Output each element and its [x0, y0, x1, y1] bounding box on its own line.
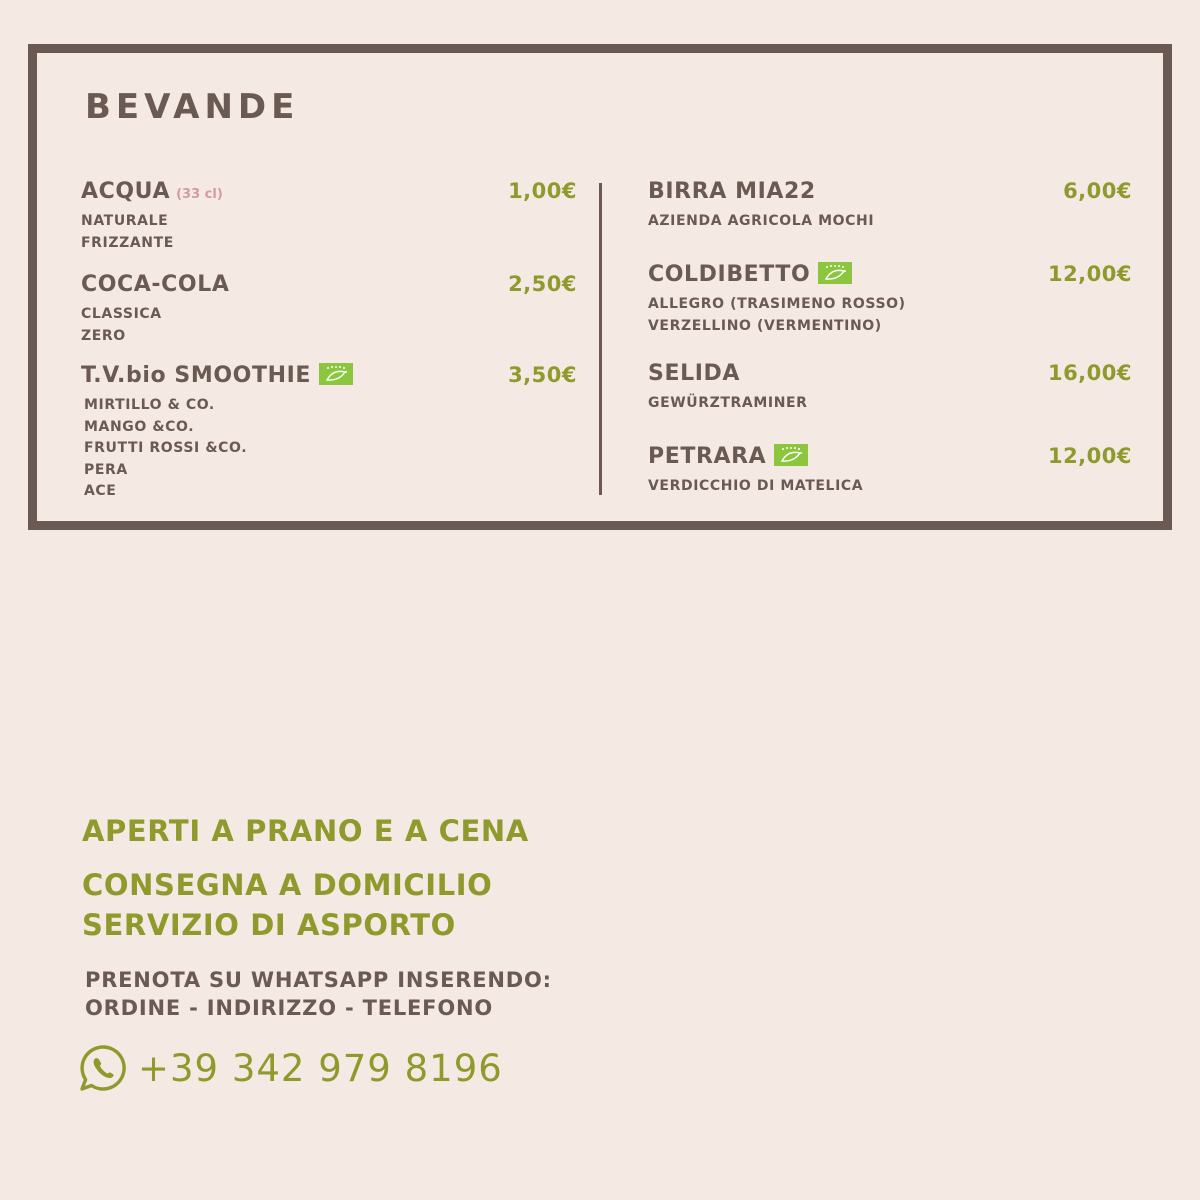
menu-item-smoothie — [81, 363, 577, 503]
menu-title: BEVANDE — [85, 87, 300, 127]
item-name: COCA-COLA — [81, 272, 230, 297]
variant: CLASSICA — [81, 306, 162, 322]
item-note: (33 cl) — [176, 187, 223, 202]
item-price: 1,00€ — [508, 179, 577, 203]
item-price: 2,50€ — [508, 272, 577, 296]
item-variants — [648, 294, 1132, 337]
item-price: 16,00€ — [1047, 361, 1132, 385]
menu-item-coldibetto — [648, 262, 1132, 337]
item-name: SELIDA — [648, 361, 740, 386]
variant: ALLEGRO (TRASIMENO ROSSO) — [648, 296, 906, 312]
eu-organic-leaf-icon — [774, 444, 808, 466]
item-variants — [81, 304, 577, 347]
variant: PERA — [84, 461, 128, 478]
item-variants — [648, 476, 1132, 498]
item-name: PETRARA — [648, 444, 767, 469]
item-price: 6,00€ — [1063, 179, 1132, 203]
item-variants — [81, 211, 577, 254]
phone-number[interactable]: +39 342 979 8196 — [138, 1046, 503, 1090]
item-price: 3,50€ — [508, 363, 577, 387]
variant: VERDICCHIO DI MATELICA — [648, 478, 864, 494]
booking-instructions-line2: ORDINE - INDIRIZZO - TELEFONO — [85, 996, 494, 1020]
variant: VERZELLINO (VERMENTINO) — [648, 317, 882, 334]
variant: AZIENDA AGRICOLA MOCHI — [648, 213, 875, 229]
variant: FRIZZANTE — [81, 234, 174, 251]
variant: NATURALE — [81, 213, 169, 229]
item-name: ACQUA — [81, 179, 171, 204]
item-name: T.V.bio SMOOTHIE — [81, 363, 312, 388]
opening-hours-text: APERTI A PRANO E A CENA — [82, 814, 529, 848]
menu-item-birra — [648, 179, 1132, 233]
drinks-menu-box — [28, 44, 1172, 530]
item-price: 12,00€ — [1047, 262, 1132, 286]
booking-instructions-line1: PRENOTA SU WHATSAPP INSERENDO: — [85, 968, 552, 992]
menu-item-coca-cola — [81, 272, 577, 347]
variant: ZERO — [81, 327, 126, 344]
item-variants — [648, 393, 1132, 415]
eu-organic-leaf-icon — [818, 262, 852, 284]
column-divider — [599, 183, 602, 495]
menu-item-selida — [648, 361, 1132, 415]
variant: ACE — [84, 483, 117, 499]
item-name: COLDIBETTO — [648, 262, 811, 287]
item-variants — [648, 211, 1132, 233]
whatsapp-icon — [78, 1043, 128, 1093]
delivery-text: CONSEGNA A DOMICILIO — [82, 868, 493, 902]
variant: FRUTTI ROSSI &CO. — [84, 440, 248, 456]
eu-organic-leaf-icon — [319, 363, 353, 385]
item-price: 12,00€ — [1047, 444, 1132, 468]
menu-item-acqua — [81, 179, 577, 254]
takeaway-text: SERVIZIO DI ASPORTO — [82, 908, 456, 942]
variant: MIRTILLO & CO. — [84, 397, 215, 413]
item-name: BIRRA MIA22 — [648, 179, 816, 204]
whatsapp-contact[interactable] — [78, 1043, 503, 1093]
variant: MANGO &CO. — [84, 418, 195, 435]
item-variants — [84, 395, 577, 503]
variant: GEWÜRZTRAMINER — [648, 395, 808, 411]
menu-item-petrara — [648, 444, 1132, 498]
